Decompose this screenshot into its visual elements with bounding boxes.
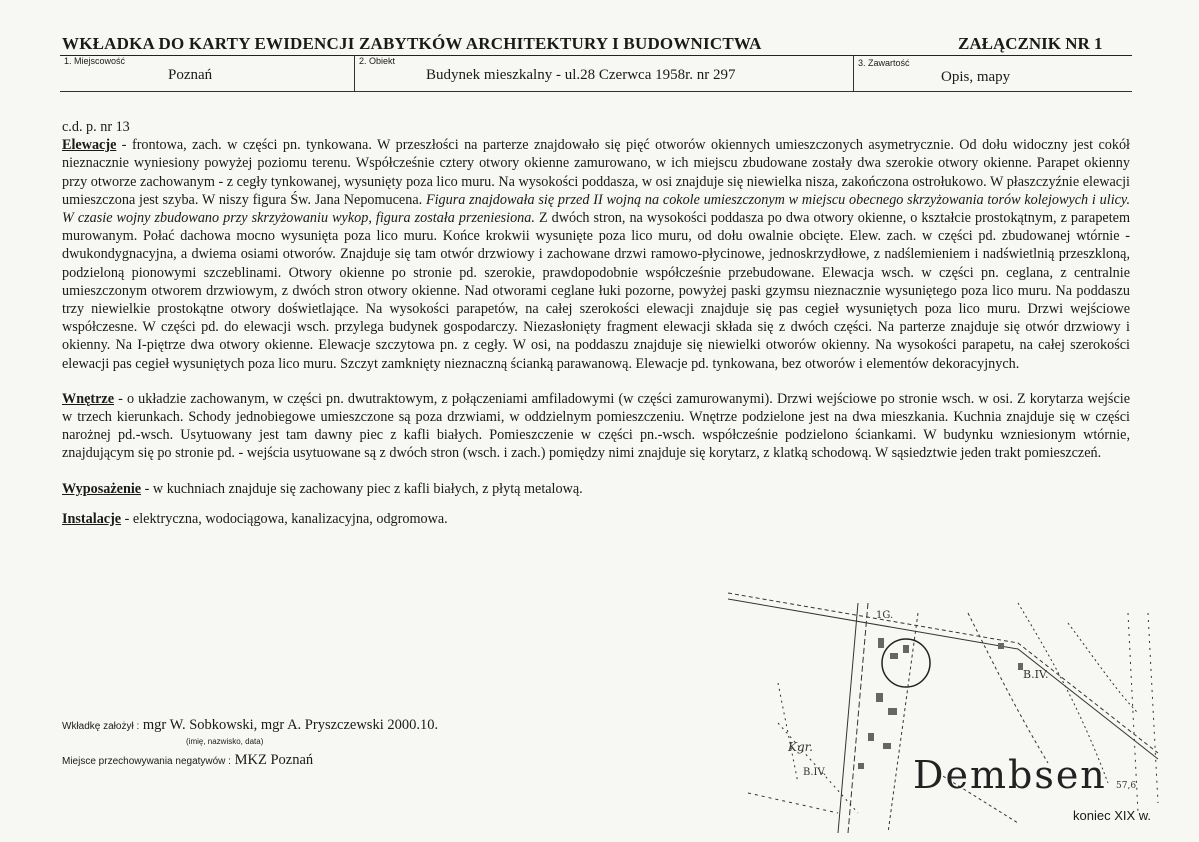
section-interior — [62, 390, 1130, 463]
map-label-bv1: B.IV. — [1023, 668, 1049, 681]
map-caption: koniec XIX w. — [1073, 808, 1152, 823]
annex-label: ZAŁĄCZNIK NR 1 — [958, 34, 1103, 53]
installations-heading: Instalacje — [62, 510, 122, 527]
section-elevations — [62, 136, 1130, 373]
header-rule — [60, 55, 1132, 56]
field-content-value: Opis, mapy — [941, 69, 1011, 85]
storage-label: Miejsce przechowywania negatywów : — [62, 756, 231, 767]
storage-line — [62, 752, 313, 769]
author-hint: (imię, nazwisko, data) — [186, 737, 264, 746]
section-equipment — [62, 480, 717, 498]
elevations-text-1: - frontowa, zach. w części pn. tynkowana. W przeszłości na parterze znajdowało się pięć otworów okiennych umieszczonych asymetrycznie. Od dołu widoczny jest cokół nieznacznie wyniesiony powyżej poziomu terenu. Współcześnie cztery otwory okienne zamurowano, w ich miejscu zbudowane zostały dwa szerokie otwory okienne. Parapet okienny przy otworze zachowanym - z cegły tynkowanej, wysunięty poza lico muru. Na wysokości poddasza, w osi znajduje się niewielka nisza, zakończona ostrołukowo. W płaszczyźnie elewacji umieszczona jest szyba. W niszy figura Św. Jana Nepomucena. — [62, 137, 1130, 208]
map-label-bv2: B.IV. — [803, 767, 827, 778]
equipment-heading: Wyposażenie — [62, 480, 142, 497]
field-content-label: 3. Zawartość — [858, 58, 910, 68]
equipment-text: - w kuchniach znajduje się zachowany piec z kafli białych, z płytą metalową. — [141, 480, 583, 497]
map-label-tg: 1G. — [876, 610, 894, 621]
field-location-label: 1. Miejscowość — [64, 56, 126, 66]
field-location-value: Poznań — [168, 67, 213, 83]
elevations-text-2: Z dwóch stron, na wysokości poddasza po dwa otwory okienne, o kształcie prostokątnym, z parapetem murowanym. Połać dachowa mocno wysunięta poza lico muru. Końce krokwii wysunięte poza lico muru, od dołu owalnie obcięte. Elew. zach. w części pd. zbudowanej wtórnie - dwukondygnacyjna, a dwiema osiami otworów. Znajduje się tam otwór drzwiowy i zachowane drzwi ramowo-płycinowe, jednoskrzydłowe, z nadślemieniem i nadświetlnią przeszkloną, podzieloną pionowymi szczeblinami. Otwory okienne po stronie pd. szerokie, prawdopodobnie współcześnie przebudowane. Elewacja wsch. w części pn. ceglana, z centralnie umieszczonym otworem drzwiowym, z dwóch stron otwory okienne. Nad otworami ceglane łuki pozorne, powyżej paski gzymsu nieznacznie wysuniętego poza lico muru. Na poddaszu trzy niewielkie prostokątne otwory doświetlające. Na wysokości parapetów, na całej szerokości elewacji znajduje się pas cegieł wysuniętych poza lico muru. Drzwi wejściowe współczesne. W części pd. do elewacji wsch. przylega budynek gospodarczy. Niezasłonięty fragment elewacji składa się z dwóch części. Na parterze znajduje się otwór drzwiowy i okienny. Na I-piętrze dwa otwory okienne. Elewacje szczytowa pn. z cegły. W osi, na poddaszu znajduje się niewielki otworów okienny. Na wysokości parapetu, na całej szerokości elewacji pas cegieł wysuniętych poza lico muru. Szczyt zamknięty nieznaczną ścianką parawanową. Elewacje pd. tynkowana, bez otworów i elementów dekoracyjnych. — [62, 210, 1130, 372]
continuation-ref: c.d. p. nr 13 — [62, 119, 130, 135]
field-object-value: Budynek mieszkalny - ul.28 Czerwca 1958r. nr 297 — [426, 67, 736, 83]
header-divider-1 — [354, 55, 355, 91]
storage-value: MKZ Poznań — [230, 752, 314, 768]
elevations-heading: Elewacje — [62, 137, 117, 154]
historic-map — [718, 583, 1168, 833]
header-title: WKŁADKA DO KARTY EWIDENCJI ZABYTKÓW ARCHITEKTURY I BUDOWNICTWA — [62, 34, 762, 53]
author-label: Wkładkę założył : — [62, 721, 140, 732]
elevations-italic-note: Figura znajdowała się przed II wojną na cokole umieszczonym w miejscu obecnego skrzyżowania torów kolejowych i ulicy. W czasie wojny zbudowano przy skrzyżowaniu wykop, figura została przeniesiona. — [62, 191, 1130, 227]
section-installations — [62, 510, 717, 528]
map-place-name: Dembsen — [913, 753, 1107, 797]
map-label-numbers: 57,6 — [1116, 781, 1137, 791]
map-label-kgr: Kgr. — [788, 740, 813, 754]
header-divider-2 — [853, 55, 854, 91]
header-bottom-rule — [60, 91, 1132, 92]
interior-heading: Wnętrze — [62, 390, 114, 407]
field-object-label: 2. Obiekt — [359, 56, 396, 66]
author-line — [62, 717, 438, 734]
document-body — [62, 118, 1130, 528]
installations-text: - elektryczna, wodociągowa, kanalizacyjna, odgromowa. — [121, 510, 448, 527]
author-value: mgr W. Sobkowski, mgr A. Pryszczewski 2000.10. — [139, 717, 439, 733]
interior-text: - o układzie zachowanym, w części pn. dwutraktowym, z połączeniami amfiladowymi (w części zamurowanymi). Drzwi wejściowe po stronie wsch. w osi. Z korytarza wejście w trzech kierunkach. Schody jednobiegowe umieszczone są poza drzwiami, w oddzielnym pomieszczeniu. Wnętrze podzielone jest na dwa mieszkania. Kuchnia znajduje się w części narożnej pd.-wsch. Usytuowany jest tam dawny piec z kafli białych. Pomieszczenie w części pn.-wsch. współcześnie podzielono ściankami. W budynku wzniesionym wtórnie, znajdującym się po stronie pd. - wejścia usytuowane są z dwóch stron (wsch. i zach.) pomiędzy nimi znajduje się korytarz, z klatką schodową. W sąsiedztwie jeden trakt pomieszczeń. — [62, 390, 1130, 462]
